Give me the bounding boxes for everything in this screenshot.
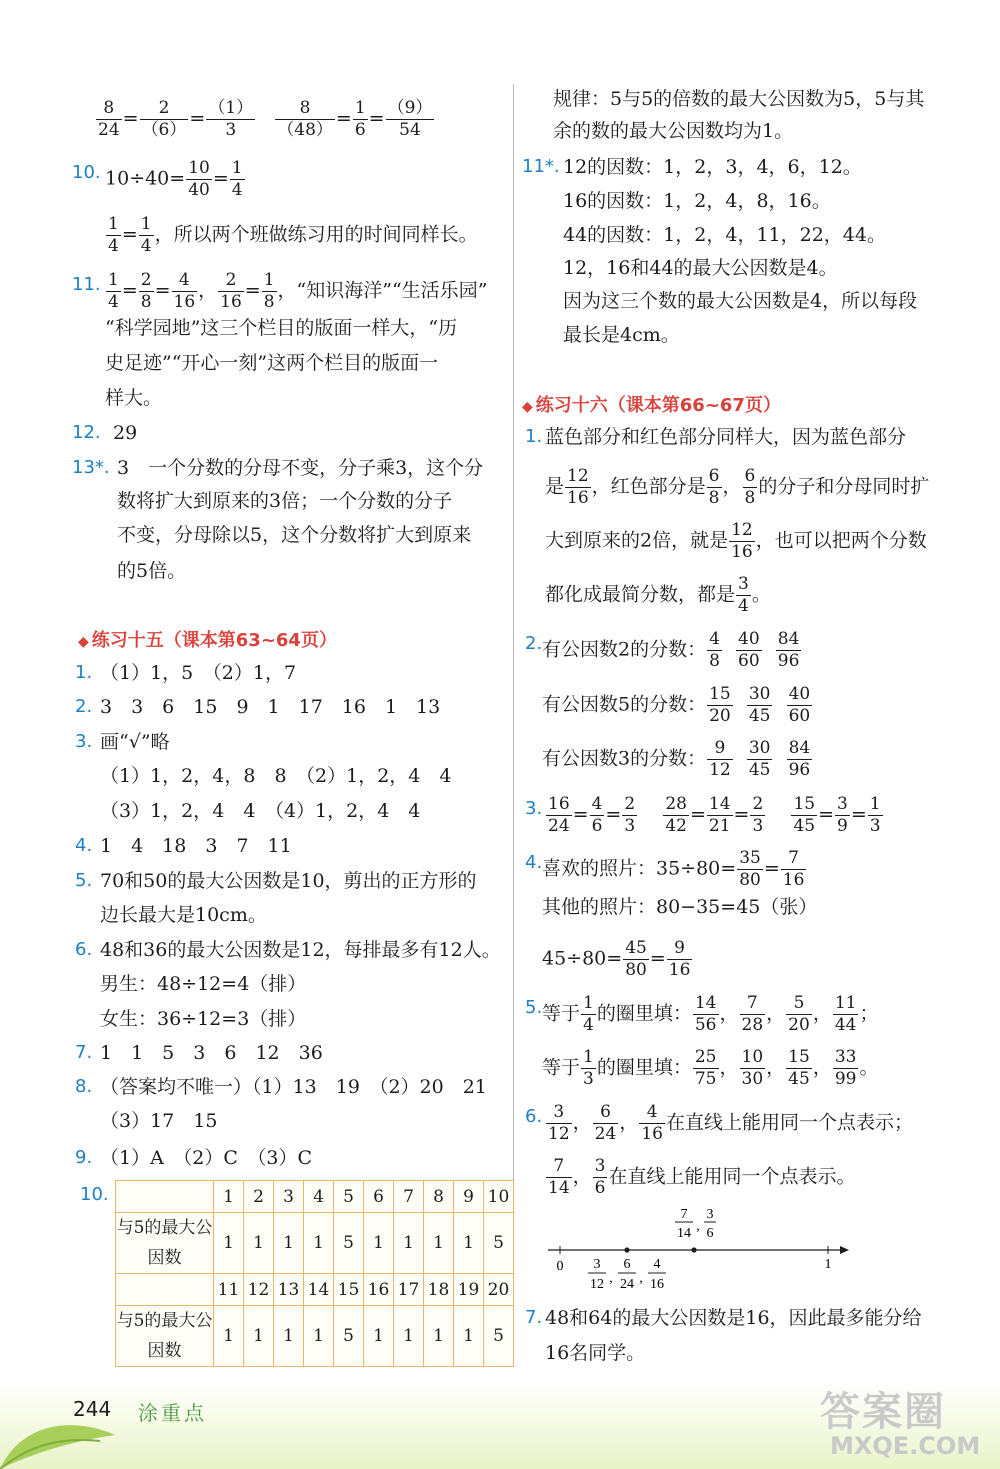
answer-line: 样大。 [105, 387, 163, 409]
table-cell: 10 [484, 1181, 514, 1213]
answer-line: 男生：48÷12=4（排） [100, 973, 307, 995]
fraction: $\frac{15}{45}$ [788, 1047, 810, 1089]
answer-line: 蓝色部分和红色部分同样大，因为蓝色部分 [545, 426, 907, 448]
diamond-icon: ◆ [522, 399, 533, 415]
fraction: $\frac{84}{96}$ [788, 738, 811, 780]
question-number: 7. [75, 1042, 93, 1063]
question-number: 2. [75, 696, 93, 717]
comma: , [609, 1271, 613, 1286]
table-cell: 13 [274, 1274, 304, 1306]
fraction: $\frac{7}{16}$ [782, 848, 805, 890]
answer-line: 48和36的最大公因数是12，每排最多有12人。 [100, 939, 501, 961]
table-cell: 5 [334, 1181, 364, 1213]
answer-line: 等于 $\frac{1}{4}$ 的圈里填： $\frac{14}{56}$ ， $\frac{7}{28}$ ， $\frac{5}{20}$ ， $\frac{11}{44}$ ； [542, 993, 879, 1035]
answer-line: 因为这三个数的最大公因数是4，所以每段 [563, 290, 918, 312]
table-row [116, 1274, 514, 1306]
answer-line: 最长是4cm。 [563, 324, 680, 346]
fraction: $\frac{12}{16}$ [731, 520, 753, 562]
label-num: 4 [653, 1257, 661, 1272]
fraction: $\frac{4}{8}$ [709, 629, 720, 671]
answer-line: $\frac{7}{14}$ ， $\frac{3}{6}$ 在直线上能用同一个点表示。 [548, 1156, 856, 1198]
brand-label: 涂重点 [138, 1401, 207, 1425]
fraction: $\frac{2}{8}$ [140, 270, 152, 312]
comma: , [696, 1219, 700, 1234]
number-line [540, 1200, 860, 1300]
fraction: $\frac{1}{3}$ [583, 1047, 594, 1089]
answer-line: 44的因数：1，2，4，11，22，44。 [563, 224, 886, 246]
page-number: 244 [73, 1397, 112, 1421]
table-cell: 1 [214, 1306, 244, 1367]
arrow-icon [840, 1246, 849, 1254]
question-number: 10. [80, 1184, 109, 1205]
label-num: 3 [593, 1257, 601, 1272]
answer-line: （3）1，2，4 4 （4）1，2，4 4 [100, 800, 421, 822]
fraction: $\frac{3}{6}$ [594, 1156, 606, 1198]
table-cell: 1 [364, 1306, 394, 1367]
answer-line: 的5倍。 [117, 560, 187, 582]
fraction: $\frac{3}{4}$ [738, 574, 749, 616]
table-row [116, 1181, 514, 1213]
fraction: $\frac{1}{4}$ [231, 158, 243, 200]
section-heading: ◆ 练习十六（课本第66~67页） [522, 395, 781, 416]
table-cell: 8 [424, 1181, 454, 1213]
answer-line: 画“√”略 [100, 731, 170, 753]
question-number: 1. [525, 426, 543, 447]
fraction: $\frac{15}{45}$ [793, 794, 816, 836]
answer-line: 12的因数：1，2，3，4，6，12。 [563, 156, 862, 178]
table-cell: 1 [214, 1181, 244, 1213]
table-cell: 1 [394, 1213, 424, 1274]
answer-line: 余的数的最大公因数均为1。 [553, 120, 794, 142]
answer-line: （1）A （2）C （3）C [100, 1147, 313, 1169]
watermark-url: MXQE.COM [830, 1432, 981, 1460]
answer-line: 边长最大是10cm。 [100, 904, 267, 926]
fraction: $\frac{16}{24}$ [548, 794, 570, 836]
answer-line: 48和64的最大公因数是16，因此最多能分给 [545, 1307, 922, 1329]
fraction: $\frac{1}{6}$ [354, 98, 366, 140]
table-cell: 19 [454, 1274, 484, 1306]
answer-line: 有公因数2的分数： $\frac{4}{8}$ $\frac{40}{60}$ $\frac{84}{96}$ [542, 629, 800, 671]
answer-line: （1）1，2，4，8 8 （2）1，2，4 4 [100, 765, 452, 787]
fraction: $\frac{15}{20}$ [709, 684, 731, 726]
fraction: $\frac{11}{44}$ [834, 993, 857, 1035]
answer-line: 3 一个分数的分母不变，分子乘3，这个分 [117, 457, 484, 479]
table-cell: 2 [244, 1181, 274, 1213]
table-cell: 1 [454, 1306, 484, 1367]
table-cell [116, 1274, 214, 1306]
table-cell: 5 [484, 1306, 514, 1367]
answer-line: 10÷40= $\frac{10}{40}$ = $\frac{1}{4}$ [105, 158, 243, 200]
fraction: $\frac{7}{28}$ [741, 993, 764, 1035]
answer-line: $\frac{1}{4}$ = $\frac{2}{8}$ = $\frac{4}{16}$ ， $\frac{2}{16}$ = $\frac{1}{8}$ ，“知识海洋”“生活乐园” [108, 270, 488, 312]
fraction: $\frac{7}{14}$ [548, 1156, 570, 1198]
fraction: $\frac{2}{16}$ [220, 270, 242, 312]
answer-line: （1）1，5 （2）1，7 [100, 662, 297, 684]
answer-line: $\frac{16}{24}$ = $\frac{4}{6}$ = $\frac{2}{3}$ $\frac{28}{42}$ = $\frac{14}{21}$ = $\frac{2}{3}$ $\frac{15}{45}$ = $\frac{3}{9}$ = $\frac{1}{3}$ [548, 794, 881, 836]
table-cell: 1 [274, 1306, 304, 1367]
table-cell: 1 [214, 1213, 244, 1274]
table-cell: 18 [424, 1274, 454, 1306]
table-row [116, 1306, 514, 1367]
table-cell: 14 [304, 1274, 334, 1306]
fraction: $\frac{1}{4}$ [140, 214, 152, 256]
fraction: $\frac{1}{8}$ [263, 270, 275, 312]
row-label: 与5的最大公因数 [116, 1306, 214, 1367]
question-number: 8. [75, 1076, 93, 1097]
answer-line: 其他的照片：80−35=45（张） [542, 896, 818, 918]
fraction: $\frac{4}{16}$ [173, 270, 196, 312]
fraction: $\frac{4}{16}$ [641, 1102, 663, 1144]
fraction-line: $\frac{8}{24}$ = $\frac{2}{(6)}$ = $\frac{(1)}{3}$ $\frac{8}{(48)}$ = $\frac{1}{6}$ = $\frac{(9)}{54}$ [98, 98, 433, 140]
table-cell: 1 [424, 1213, 454, 1274]
question-number: 3. [75, 731, 93, 752]
fraction: $\frac{10}{30}$ [741, 1047, 764, 1089]
fraction: $\frac{3}{9}$ [837, 794, 848, 836]
question-number: 5. [75, 870, 93, 891]
point-quarter [624, 1247, 629, 1252]
table-cell: 1 [424, 1306, 454, 1367]
answer-line: $\frac{1}{4}$ = $\frac{1}{4}$ ，所以两个班做练习用的时间同样长。 [108, 214, 478, 256]
label-den: 14 [677, 1226, 691, 1241]
answer-line: 1 4 18 3 7 11 [100, 835, 292, 857]
table-cell [116, 1181, 214, 1213]
fraction: $\frac{28}{42}$ [665, 794, 687, 836]
diamond-icon: ◆ [78, 634, 89, 650]
fraction: $\frac{45}{80}$ [625, 938, 647, 980]
fraction: $\frac{10}{40}$ [188, 158, 210, 200]
fraction: $\frac{30}{45}$ [748, 738, 771, 780]
table-cell: 5 [334, 1213, 364, 1274]
table-cell: 15 [334, 1274, 364, 1306]
fraction: $\frac{1}{4}$ [583, 993, 594, 1035]
table-cell: 5 [484, 1213, 514, 1274]
answer-line: 70和50的最大公因数是10，剪出的正方形的 [100, 870, 477, 892]
fraction: $\frac{30}{45}$ [748, 684, 771, 726]
fraction: $\frac{2}{3}$ [624, 794, 636, 836]
label-num: 7 [680, 1207, 688, 1222]
answer-line: （3）17 15 [100, 1110, 218, 1132]
fraction: $\frac{1}{4}$ [108, 270, 119, 312]
fraction: $\frac{33}{99}$ [834, 1047, 857, 1089]
table-cell: 16 [364, 1274, 394, 1306]
question-number: 1. [75, 662, 93, 683]
answer-line: （答案均不唯一）（1）13 19 （2）20 21 [100, 1076, 487, 1098]
table-cell: 1 [244, 1306, 274, 1367]
table-cell: 9 [454, 1181, 484, 1213]
label-den: 6 [706, 1226, 714, 1241]
gcd-table [115, 1180, 514, 1367]
fraction: $\frac{40}{60}$ [738, 629, 760, 671]
fraction: $\frac{14}{21}$ [708, 794, 731, 836]
fraction: $\frac{40}{60}$ [788, 684, 811, 726]
answer-line: 16名同学。 [545, 1342, 646, 1364]
label-den: 24 [620, 1277, 634, 1292]
table-cell: 20 [484, 1274, 514, 1306]
question-number: 9. [75, 1147, 93, 1168]
question-number: 12. [72, 422, 101, 443]
answer-line: 有公因数5的分数： $\frac{15}{20}$ $\frac{30}{45}$ $\frac{40}{60}$ [542, 684, 811, 726]
answer-line: 喜欢的照片：35÷80= $\frac{35}{80}$ = $\frac{7}{16}$ [542, 848, 805, 890]
answer-line: 有公因数3的分数： $\frac{9}{12}$ $\frac{30}{45}$ $\frac{84}{96}$ [542, 738, 811, 780]
watermark-logo: 答案圈 [820, 1389, 946, 1435]
table-cell: 1 [274, 1213, 304, 1274]
fraction: $\frac{3}{12}$ [548, 1102, 570, 1144]
row-label: 与5的最大公因数 [116, 1213, 214, 1274]
label-num: 3 [706, 1207, 714, 1222]
question-number: 2. [525, 633, 543, 654]
fraction: $\frac{6}{24}$ [594, 1102, 617, 1144]
fraction: $\frac{1}{3}$ [869, 794, 881, 836]
fraction: $\frac{8}{(48)}$ [277, 98, 333, 140]
fraction: $\frac{5}{20}$ [788, 993, 810, 1035]
table-cell: 1 [244, 1213, 274, 1274]
fraction: $\frac{4}{6}$ [591, 794, 603, 836]
question-number: 13*. [72, 457, 110, 478]
answer-line: 29 [113, 422, 138, 444]
table-cell: 1 [304, 1213, 334, 1274]
answer-line: 女生：36÷12=3（排） [100, 1008, 307, 1030]
question-number: 5. [525, 997, 543, 1018]
point-half [691, 1247, 696, 1252]
column-divider [513, 84, 514, 1364]
table-cell: 3 [274, 1181, 304, 1213]
table-cell: 12 [244, 1274, 274, 1306]
question-number: 4. [75, 835, 93, 856]
table-row [116, 1213, 514, 1274]
question-number: 11. [72, 274, 101, 295]
fraction: $\frac{1}{4}$ [108, 214, 119, 256]
table-cell: 6 [364, 1181, 394, 1213]
answer-line: $\frac{3}{12}$ ， $\frac{6}{24}$ ， $\frac{4}{16}$ 在直线上能用同一个点表示； [548, 1102, 913, 1144]
answer-line: “科学园地”这三个栏目的版面一样大，“历 [105, 317, 458, 339]
question-number: 4. [525, 852, 543, 873]
question-number: 6. [75, 939, 93, 960]
table-cell: 11 [214, 1274, 244, 1306]
question-number: 6. [525, 1106, 543, 1127]
table-cell: 4 [304, 1181, 334, 1213]
fraction: $\frac{2}{3}$ [752, 794, 764, 836]
fraction: $\frac{9}{16}$ [668, 938, 691, 980]
table-cell: 5 [334, 1306, 364, 1367]
zero-label: 0 [556, 1259, 564, 1274]
comma: , [639, 1271, 643, 1286]
answer-line: 等于 $\frac{1}{3}$ 的圈里填： $\frac{25}{75}$ ， $\frac{10}{30}$ ， $\frac{15}{45}$ ， $\frac{33}{99}$ 。 [542, 1047, 879, 1089]
question-number: 7. [525, 1307, 543, 1328]
fraction: $\frac{12}{16}$ [567, 466, 589, 508]
fraction: $\frac{6}{8}$ [744, 466, 756, 508]
label-den: 16 [650, 1277, 664, 1292]
fraction: $\frac{84}{96}$ [777, 629, 800, 671]
fraction: $\frac{(1)}{3}$ [208, 98, 254, 140]
answer-line: 3 3 6 15 9 1 17 16 1 13 [100, 696, 441, 718]
fraction: $\frac{(9)}{54}$ [387, 98, 433, 140]
table-cell: 17 [394, 1274, 424, 1306]
one-label: 1 [824, 1257, 832, 1272]
answer-line: 数将扩大到原来的3倍；一个分数的分子 [117, 490, 453, 512]
fraction: $\frac{2}{(6)}$ [141, 98, 187, 140]
answer-line: 1 1 5 3 6 12 36 [100, 1042, 323, 1064]
fraction: $\frac{6}{8}$ [708, 466, 720, 508]
answer-line: 史足迹”“开心一刻”这两个栏目的版面一 [105, 352, 439, 374]
table-cell: 7 [394, 1181, 424, 1213]
question-number: 10. [72, 162, 101, 183]
table-cell: 1 [364, 1213, 394, 1274]
label-den: 12 [590, 1277, 604, 1292]
answer-line: 16的因数：1，2，4，8，16。 [563, 190, 831, 212]
fraction: $\frac{14}{56}$ [694, 993, 717, 1035]
answer-line: 规律：5与5的倍数的最大公因数为5，5与其 [553, 88, 925, 110]
question-number: 3. [525, 798, 543, 819]
answer-line: 不变，分母除以5，这个分数将扩大到原来 [117, 524, 472, 546]
answer-line: 大到原来的2倍，就是 $\frac{12}{16}$ ，也可以把两个分数 [545, 520, 927, 562]
table-cell: 1 [304, 1306, 334, 1367]
label-num: 6 [623, 1257, 631, 1272]
fraction: $\frac{35}{80}$ [739, 848, 761, 890]
table-cell: 1 [394, 1306, 424, 1367]
answer-line: 45÷80= $\frac{45}{80}$ = $\frac{9}{16}$ [542, 938, 691, 980]
fraction: $\frac{9}{12}$ [709, 738, 731, 780]
answer-line: 12，16和44的最大公因数是4。 [563, 257, 838, 279]
fraction: $\frac{8}{24}$ [98, 98, 120, 140]
question-number: 11*. [522, 156, 560, 177]
answer-line: 都化成最简分数，都是 $\frac{3}{4}$ 。 [545, 574, 771, 616]
table-cell: 1 [454, 1213, 484, 1274]
answer-line: 是 $\frac{12}{16}$ ，红色部分是 $\frac{6}{8}$ ， $\frac{6}{8}$ 的分子和分母同时扩 [545, 466, 930, 508]
section-heading: ◆ 练习十五（课本第63~64页） [78, 630, 337, 651]
fraction: $\frac{25}{75}$ [694, 1047, 717, 1089]
